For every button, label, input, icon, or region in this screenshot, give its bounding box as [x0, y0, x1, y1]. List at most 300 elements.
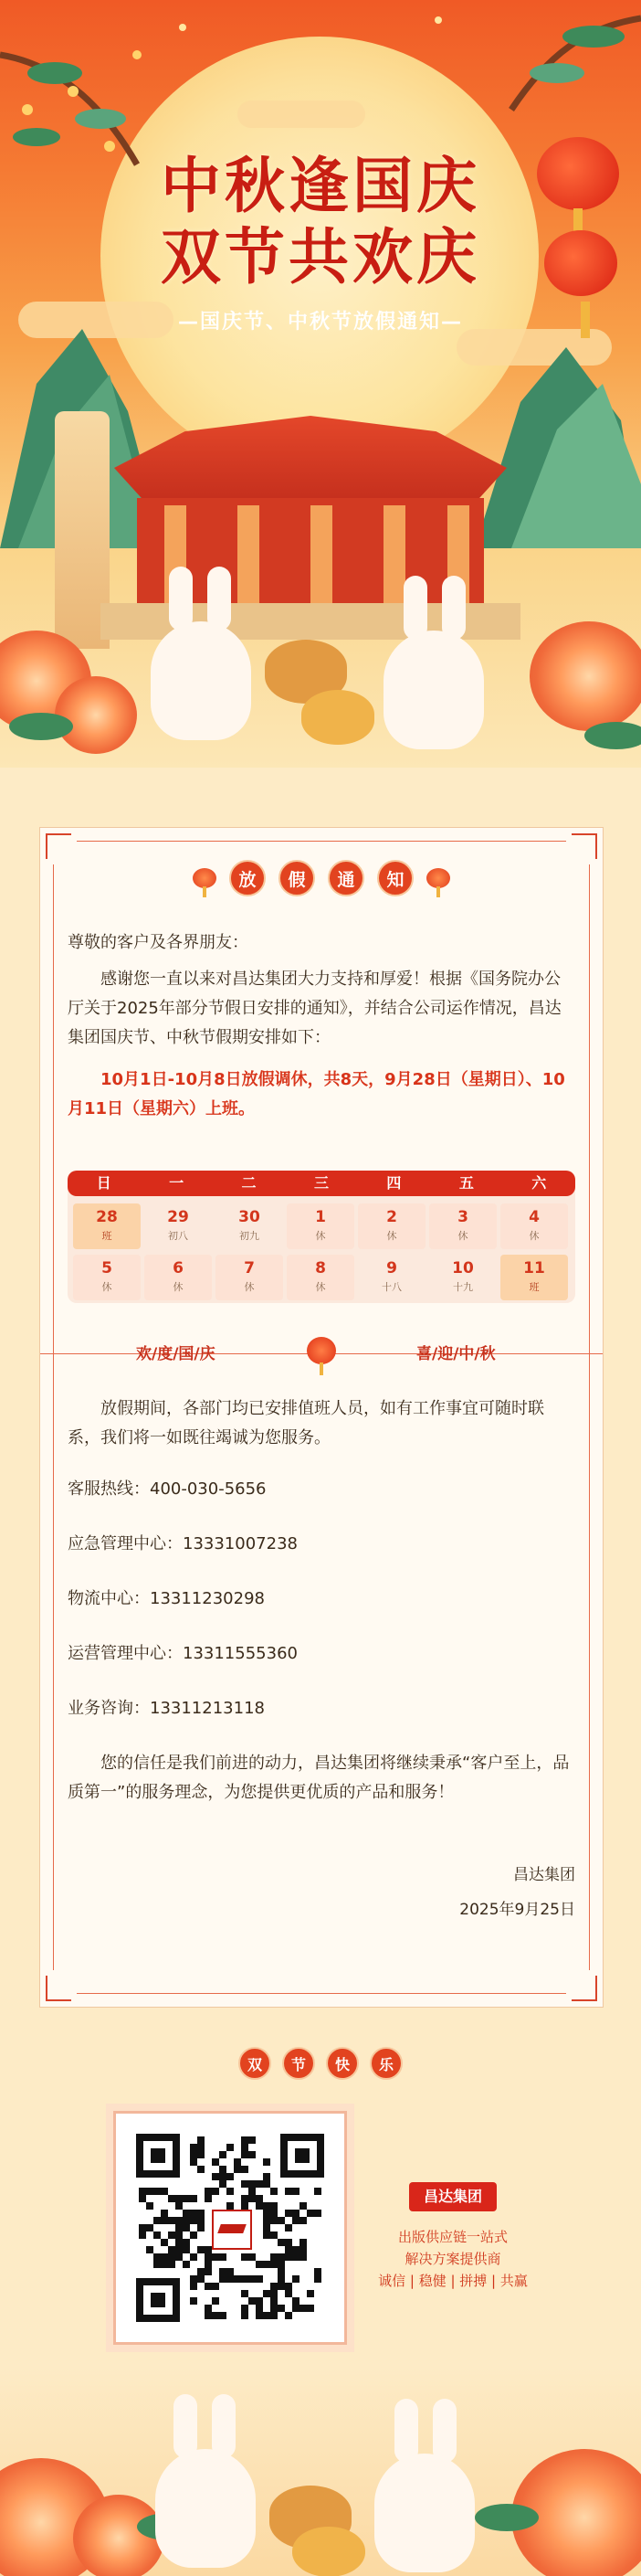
qr-module: [292, 2275, 299, 2283]
qr-module: [190, 2144, 197, 2151]
qr-module: [205, 2253, 212, 2261]
qr-module: [278, 2275, 285, 2283]
qr-module: [219, 2253, 226, 2261]
qr-module: [314, 2210, 321, 2217]
qr-module: [205, 2188, 212, 2195]
qr-module: [263, 2261, 270, 2268]
qr-module: [153, 2188, 161, 2195]
qr-module: [168, 2246, 175, 2253]
qr-module: [270, 2217, 278, 2224]
qr-module: [263, 2224, 270, 2231]
calendar-day-number: 30: [238, 1208, 260, 1226]
gold-ingot-icon: [301, 690, 374, 745]
brand-name-badge: 昌达集团: [409, 2182, 497, 2211]
qr-module: [234, 2275, 241, 2283]
peony-flower-icon: [530, 621, 641, 731]
calendar-day-note: 休: [101, 1281, 112, 1293]
card-border-line: [589, 864, 590, 1970]
qr-module: [161, 2261, 168, 2268]
qr-module: [212, 2283, 219, 2290]
leaf-icon: [475, 2504, 539, 2531]
qr-module: [146, 2224, 153, 2231]
calendar-day-number: 7: [244, 1259, 255, 1277]
qr-finder-pattern: [136, 2278, 180, 2322]
qr-module: [270, 2210, 278, 2217]
calendar-day-number: 4: [529, 1208, 540, 1226]
calendar-day-number: 3: [457, 1208, 468, 1226]
qr-module: [175, 2202, 183, 2210]
qr-module: [153, 2231, 161, 2239]
footer-badge: 双: [238, 2047, 271, 2080]
qr-module: [270, 2297, 278, 2305]
qr-module: [175, 2246, 183, 2253]
qr-module: [263, 2231, 270, 2239]
qr-module: [270, 2202, 278, 2210]
calendar-day-cell: [215, 1203, 283, 1249]
qr-module: [248, 2188, 256, 2195]
heading-badge: 通: [328, 860, 364, 896]
heading-badge: 放: [229, 860, 266, 896]
qr-module: [241, 2290, 248, 2297]
contact-hotline: 客服热线：400-030-5656: [68, 1479, 267, 1499]
qr-module: [161, 2217, 168, 2224]
qr-module: [256, 2305, 263, 2312]
qr-module: [270, 2283, 278, 2290]
qr-module: [219, 2166, 226, 2173]
qr-module: [278, 2239, 285, 2246]
qr-module: [270, 2290, 278, 2297]
divider-label-left: 欢/度/国/庆: [136, 1345, 215, 1363]
qr-module: [270, 2312, 278, 2319]
calendar-day-number: 5: [101, 1259, 112, 1277]
qr-module: [139, 2195, 146, 2202]
calendar-day-number: 8: [315, 1259, 326, 1277]
qr-module: [175, 2231, 183, 2239]
qr-module: [205, 2195, 212, 2202]
calendar-day-cell: [144, 1203, 212, 1249]
qr-module: [212, 2312, 219, 2319]
qr-module: [285, 2224, 292, 2231]
qr-module: [197, 2268, 205, 2275]
leaf-icon: [584, 722, 641, 749]
qr-module: [278, 2217, 285, 2224]
calendar-day-cell: [500, 1203, 568, 1249]
qr-module: [139, 2188, 146, 2195]
calendar-day-cell: [73, 1255, 141, 1300]
footer-heading: [0, 2047, 641, 2080]
qr-module: [161, 2239, 168, 2246]
qr-module: [278, 2305, 285, 2312]
qr-module: [241, 2275, 248, 2283]
qr-module: [183, 2195, 190, 2202]
heading-badge: 知: [377, 860, 414, 896]
calendar-day-note: 班: [529, 1281, 540, 1293]
qr-module: [161, 2210, 168, 2217]
calendar-day-cell: [358, 1255, 426, 1300]
footer-badge: 节: [282, 2047, 315, 2080]
qr-module: [139, 2224, 146, 2231]
qr-module: [263, 2158, 270, 2166]
calendar-day-note: 十八: [382, 1281, 402, 1293]
qr-module: [183, 2224, 190, 2231]
calendar-day-cell: [215, 1255, 283, 1300]
calendar-week-row: [71, 1255, 572, 1300]
calendar-day-cell: [73, 1203, 141, 1249]
qr-module: [256, 2297, 263, 2305]
qr-module: [270, 2253, 278, 2261]
weekday-label: 六: [531, 1174, 547, 1192]
contact-business: 业务咨询：13311213118: [68, 1699, 265, 1718]
qr-module: [175, 2217, 183, 2224]
qr-module: [285, 2290, 292, 2297]
qr-module: [314, 2268, 321, 2275]
qr-module: [248, 2195, 256, 2202]
calendar-day-note: 十九: [453, 1281, 473, 1293]
weekday-label: 二: [241, 1174, 257, 1192]
qr-module: [278, 2253, 285, 2261]
card-border-line: [77, 841, 566, 842]
contact-operations: 运营管理中心：13311555360: [68, 1644, 298, 1663]
qr-module: [226, 2202, 234, 2210]
calendar-day-note: 初九: [239, 1230, 259, 1242]
hero-subtitle: —国庆节、中秋节放假通知—: [177, 311, 463, 334]
qr-module: [278, 2283, 285, 2290]
qr-module: [256, 2275, 263, 2283]
brand-slogan-line1: 出版供应链一站式: [397, 2229, 508, 2245]
calendar-day-cell: [500, 1255, 568, 1300]
qr-module: [197, 2224, 205, 2231]
qr-module: [168, 2261, 175, 2268]
weekday-label: 四: [386, 1174, 402, 1192]
rabbit-illustration: [384, 631, 484, 749]
rabbit-illustration: [374, 2454, 475, 2572]
notice-heading: [40, 860, 603, 896]
qr-module: [219, 2173, 226, 2180]
qr-module: [168, 2217, 175, 2224]
qr-module: [248, 2275, 256, 2283]
qr-module: [263, 2312, 270, 2319]
duty-paragraph: 放假期间，各部门均已安排值班人员，如有工作事宜可随时联系，我们将一如既往竭诚为您服务。: [68, 1399, 544, 1447]
qr-module: [292, 2305, 299, 2312]
calendar-day-cell: [429, 1255, 497, 1300]
qr-module: [219, 2180, 226, 2188]
qr-module: [263, 2210, 270, 2217]
qr-module: [205, 2312, 212, 2319]
qr-module: [226, 2188, 234, 2195]
qr-module: [168, 2195, 175, 2202]
calendar-day-number: 1: [315, 1208, 326, 1226]
qr-module: [226, 2275, 234, 2283]
qr-module: [292, 2297, 299, 2305]
qr-module: [299, 2246, 307, 2253]
calendar-day-number: 11: [523, 1259, 545, 1277]
qr-module: [256, 2195, 263, 2202]
calendar-day-cell: [287, 1255, 354, 1300]
qr-module: [190, 2158, 197, 2166]
qr-module: [299, 2239, 307, 2246]
qr-module: [175, 2195, 183, 2202]
qr-module: [153, 2253, 161, 2261]
contact-emergency: 应急管理中心：13331007238: [68, 1534, 298, 1553]
hero-banner: [0, 0, 641, 768]
qr-module: [190, 2275, 197, 2283]
qr-module: [285, 2253, 292, 2261]
calendar-day-note: 休: [386, 1230, 397, 1242]
qr-module: [248, 2180, 256, 2188]
qr-module: [292, 2246, 299, 2253]
calendar-day-number: 10: [452, 1259, 474, 1277]
qr-module: [256, 2261, 263, 2268]
qr-module: [241, 2195, 248, 2202]
weekday-label: 五: [458, 1174, 474, 1192]
qr-module: [183, 2217, 190, 2224]
calendar-day-cell: [287, 1203, 354, 1249]
card-corner-ornament: [572, 833, 597, 859]
rabbit-illustration: [151, 621, 251, 740]
qr-module: [175, 2253, 183, 2261]
qr-module: [205, 2283, 212, 2290]
footer-badge: 快: [326, 2047, 359, 2080]
qr-module: [212, 2253, 219, 2261]
qr-module: [197, 2246, 205, 2253]
qr-module: [307, 2290, 314, 2297]
qr-module: [219, 2151, 226, 2158]
qr-module: [241, 2312, 248, 2319]
calendar-day-cell: [358, 1203, 426, 1249]
qr-module: [212, 2188, 219, 2195]
section-divider: [40, 1335, 603, 1372]
qr-module: [285, 2283, 292, 2290]
qr-module: [285, 2188, 292, 2195]
qr-module: [270, 2305, 278, 2312]
calendar-day-number: 2: [386, 1208, 397, 1226]
calendar-day-number: 6: [173, 1259, 184, 1277]
qr-module: [299, 2305, 307, 2312]
calendar-day-number: 9: [386, 1259, 397, 1277]
divider-label-right: 喜/迎/中/秋: [416, 1345, 496, 1363]
qr-finder-pattern: [136, 2134, 180, 2178]
qr-module: [205, 2261, 212, 2268]
qr-module: [190, 2151, 197, 2158]
qr-module: [256, 2202, 263, 2210]
qr-module: [248, 2151, 256, 2158]
qr-module: [175, 2224, 183, 2231]
card-corner-ornament: [46, 833, 71, 859]
greeting-text: 尊敬的客户及各界朋友：: [68, 933, 248, 952]
qr-module: [219, 2312, 226, 2319]
gold-ingot-icon: [292, 2527, 365, 2576]
calendar-day-number: 29: [167, 1208, 189, 1226]
qr-module: [153, 2261, 161, 2268]
qr-module: [146, 2188, 153, 2195]
qr-module: [285, 2246, 292, 2253]
qr-module: [285, 2210, 292, 2217]
notice-card: [39, 827, 604, 2008]
card-corner-ornament: [572, 1976, 597, 2001]
qr-module: [197, 2151, 205, 2158]
qr-module: [263, 2180, 270, 2188]
qr-module: [314, 2275, 321, 2283]
card-border-line: [77, 1993, 566, 1994]
hero-title-block: [0, 151, 641, 334]
qr-code-icon[interactable]: [136, 2134, 324, 2322]
qr-module: [197, 2210, 205, 2217]
qr-module: [299, 2253, 307, 2261]
qr-module: [197, 2217, 205, 2224]
calendar-day-cell: [429, 1203, 497, 1249]
calendar-day-note: 班: [101, 1230, 112, 1242]
brand-slogan-line3: 诚信 | 稳健 | 拼搏 | 共赢: [378, 2273, 528, 2289]
hero-title-line1: 中秋逢国庆: [161, 151, 480, 221]
calendar-day-note: 休: [457, 1230, 468, 1242]
qr-module: [241, 2136, 248, 2144]
qr-module: [212, 2297, 219, 2305]
footer-badge: 乐: [370, 2047, 403, 2080]
peony-flower-icon: [55, 676, 137, 754]
qr-module: [299, 2202, 307, 2210]
calendar-day-note: 休: [315, 1230, 326, 1242]
calendar-day-cell: [144, 1255, 212, 1300]
qr-module: [299, 2217, 307, 2224]
qr-module: [190, 2195, 197, 2202]
qr-module: [226, 2268, 234, 2275]
leaf-icon: [9, 713, 73, 740]
weekday-label: 一: [169, 1174, 184, 1192]
qr-module: [278, 2261, 285, 2268]
qr-module: [205, 2246, 212, 2253]
qr-module: [270, 2188, 278, 2195]
qr-module: [241, 2253, 248, 2261]
qr-module: [219, 2268, 226, 2275]
hero-title-line2: 双节共欢庆: [161, 222, 480, 292]
company-logo-icon: [212, 2210, 252, 2250]
qr-module: [292, 2217, 299, 2224]
qr-module: [190, 2231, 197, 2239]
qr-module: [314, 2188, 321, 2195]
qr-module: [292, 2253, 299, 2261]
qr-module: [248, 2297, 256, 2305]
qr-module: [146, 2202, 153, 2210]
qr-module: [285, 2312, 292, 2319]
calendar-week-row: [71, 1203, 572, 1249]
qr-module: [183, 2210, 190, 2217]
qr-module: [263, 2202, 270, 2210]
signature-date: 2025年9月25日: [459, 1901, 575, 1919]
qr-module: [226, 2173, 234, 2180]
calendar-weekday-header: [68, 1171, 575, 1196]
qr-module: [226, 2144, 234, 2151]
qr-module: [183, 2261, 190, 2268]
qr-module: [183, 2246, 190, 2253]
qr-module: [146, 2246, 153, 2253]
qr-module: [241, 2202, 248, 2210]
signature-company: 昌达集团: [513, 1866, 575, 1884]
closing-paragraph: 您的信任是我们前进的动力，昌达集团将继续秉承“客户至上，品质第一”的服务理念，为您提供更优质的产品和服务！: [68, 1754, 570, 1802]
qr-module: [292, 2188, 299, 2195]
qr-module: [197, 2166, 205, 2173]
qr-module: [205, 2305, 212, 2312]
qr-module: [183, 2239, 190, 2246]
qr-module: [153, 2217, 161, 2224]
qr-module: [190, 2210, 197, 2217]
qr-module: [285, 2239, 292, 2246]
qr-code-frame[interactable]: [113, 2111, 347, 2345]
weekday-label: 三: [313, 1174, 329, 1192]
weekday-label: 日: [96, 1174, 111, 1192]
calendar-day-note: 休: [173, 1281, 184, 1293]
qr-module: [168, 2231, 175, 2239]
brand-slogan-line2: 解决方案提供商: [405, 2251, 501, 2267]
card-border-line: [53, 864, 54, 1970]
qr-module: [248, 2253, 256, 2261]
qr-module: [197, 2275, 205, 2283]
qr-module: [270, 2231, 278, 2239]
qr-module: [241, 2180, 248, 2188]
qr-module: [139, 2231, 146, 2239]
qr-module: [241, 2305, 248, 2312]
qr-module: [161, 2188, 168, 2195]
calendar-day-note: 休: [244, 1281, 255, 1293]
qr-module: [197, 2136, 205, 2144]
qr-module: [161, 2253, 168, 2261]
qr-module: [263, 2290, 270, 2297]
qr-module: [219, 2275, 226, 2283]
qr-module: [190, 2217, 197, 2224]
card-corner-ornament: [46, 1976, 71, 2001]
qr-module: [175, 2239, 183, 2246]
qr-module: [248, 2136, 256, 2144]
qr-module: [256, 2312, 263, 2319]
calendar-day-number: 28: [96, 1208, 118, 1226]
qr-module: [241, 2144, 248, 2151]
qr-module: [212, 2158, 219, 2166]
qr-module: [190, 2297, 197, 2305]
heading-badge: 假: [278, 860, 315, 896]
qr-module: [307, 2210, 314, 2217]
qr-module: [234, 2158, 241, 2166]
calendar-day-note: 休: [529, 1230, 540, 1242]
lantern-icon: [307, 1337, 336, 1364]
holiday-schedule-highlight: 10月1日-10月8日放假调休，共8天，9月28日（星期日）、10月11日（星期六）上班。: [68, 1070, 565, 1118]
qr-finder-pattern: [280, 2134, 324, 2178]
qr-module: [263, 2173, 270, 2180]
qr-module: [292, 2210, 299, 2217]
lantern-icon: [426, 868, 450, 888]
qr-module: [241, 2166, 248, 2173]
qr-module: [190, 2253, 197, 2261]
holiday-calendar: [68, 1171, 575, 1303]
qr-module: [241, 2151, 248, 2158]
qr-module: [270, 2261, 278, 2268]
qr-module: [205, 2268, 212, 2275]
qr-module: [212, 2173, 219, 2180]
qr-module: [263, 2217, 270, 2224]
qr-module: [234, 2166, 241, 2173]
qr-module: [256, 2180, 263, 2188]
footer-illustration: [0, 2367, 641, 2576]
lantern-icon: [193, 868, 216, 888]
qr-module: [307, 2305, 314, 2312]
intro-paragraph: 感谢您一直以来对昌达集团大力支持和厚爱！根据《国务院办公厅关于2025年部分节假日安排的通知》，并结合公司运作情况，昌达集团国庆节、中秋节假期安排如下：: [68, 970, 562, 1047]
qr-module: [168, 2253, 175, 2261]
calendar-day-note: 初八: [168, 1230, 188, 1242]
qr-module: [197, 2144, 205, 2151]
rabbit-illustration: [155, 2449, 256, 2568]
calendar-day-note: 休: [315, 1281, 326, 1293]
contact-logistics: 物流中心：13311230298: [68, 1589, 265, 1608]
qr-module: [190, 2283, 197, 2290]
qr-module: [278, 2268, 285, 2275]
